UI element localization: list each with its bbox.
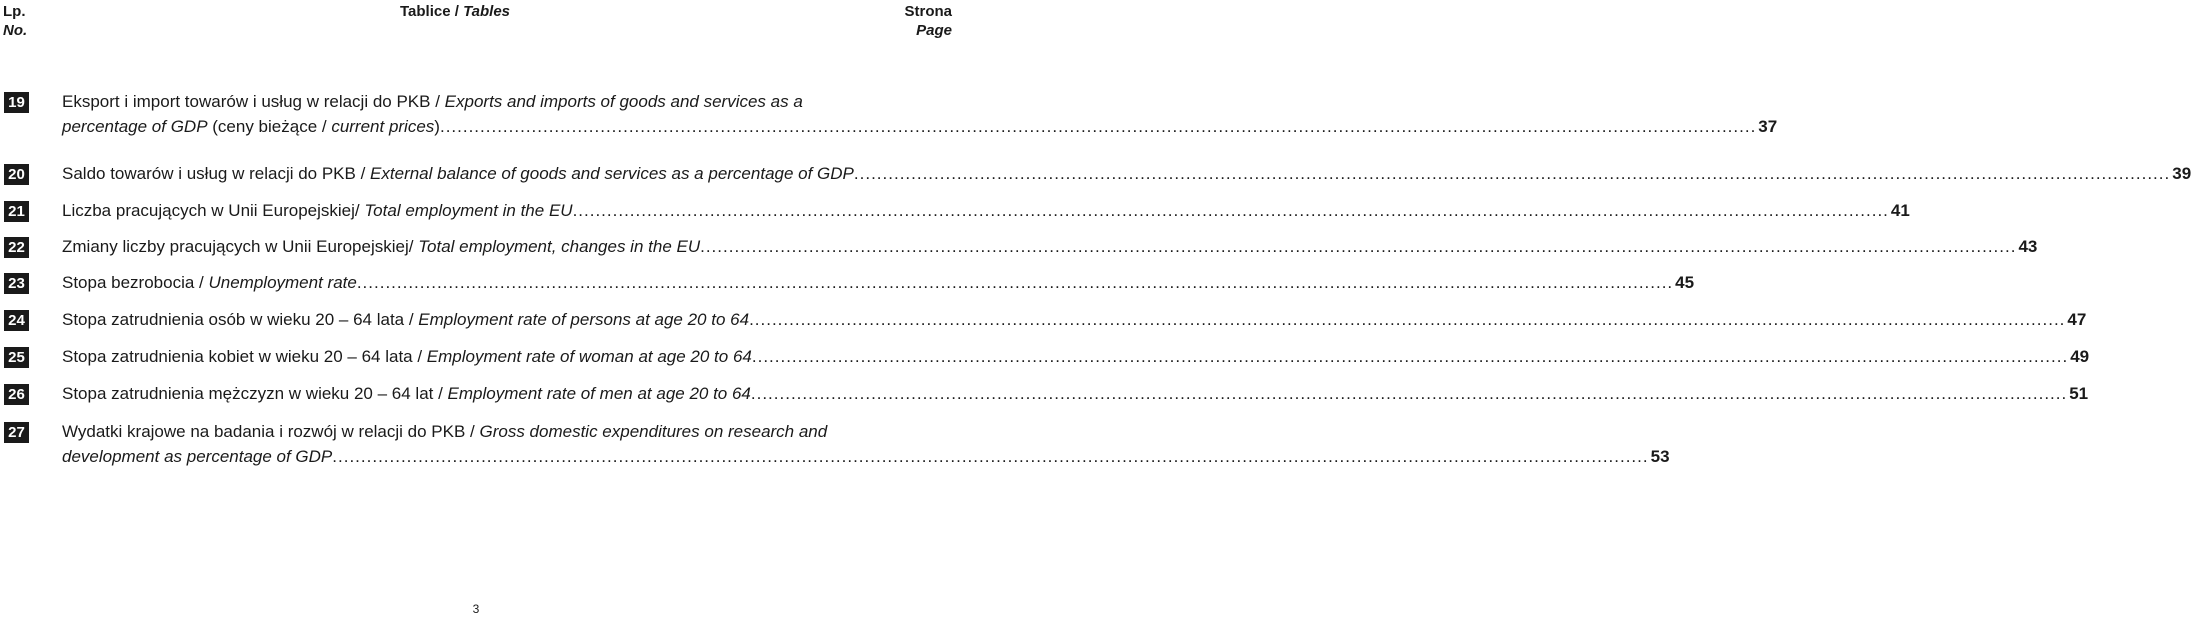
header-title-pl: Tablice [399, 3, 451, 20]
entry-title-pl: ) [434, 117, 440, 136]
entry-title-en: Employment rate of woman at age 20 to 64 [426, 347, 752, 366]
entry-page-number: 51 [2069, 384, 2089, 403]
entry-title-pl: Stopa bezrobocia / [62, 273, 209, 292]
entry-number-badge: 25 [4, 347, 29, 368]
dot-leader [752, 346, 2068, 368]
entry-number-badge: 21 [4, 201, 29, 222]
dot-leader [700, 236, 2016, 258]
entry-number-badge: 20 [4, 164, 29, 185]
entry-number-badge: 22 [4, 237, 29, 258]
entry-page-number: 39 [2172, 164, 2191, 183]
toc-header [0, 2, 960, 42]
entry-title-en: Exports and imports of goods and services as a [444, 92, 803, 111]
entry-title-line [62, 383, 2089, 405]
entry-page-number: 49 [2070, 347, 2090, 366]
entry-title-pl: (ceny bieżące / [207, 117, 332, 136]
entry-page-number: 45 [1675, 273, 1695, 292]
entry-number-badge: 24 [4, 310, 29, 331]
entry-title-pl: Saldo towarów i usług w relacji do PKB / [62, 164, 371, 183]
entry-title-line [62, 163, 2191, 185]
entry-number-badge: 19 [4, 92, 29, 113]
entry-page-number: 41 [1890, 201, 1910, 220]
entry-page-number: 43 [2018, 237, 2038, 256]
header-strona: Strona [904, 3, 952, 20]
entry-title-line [62, 200, 1910, 222]
entry-title-line1 [62, 421, 940, 443]
entry-title-line1 [62, 91, 940, 113]
dot-leader [357, 272, 1673, 294]
dot-leader [332, 446, 1648, 468]
entry-title-en: Total employment in the EU [364, 201, 573, 220]
entry-title-line [62, 309, 2087, 331]
entry-number-badge: 23 [4, 273, 29, 294]
entry-page-number: 53 [1650, 447, 1670, 466]
header-lp: Lp. [3, 3, 26, 20]
entry-page-number: 37 [1758, 117, 1778, 136]
entry-title-pl: Stopa zatrudnienia mężczyzn w wieku 20 – 64 lat / [62, 384, 448, 403]
entry-title-en: current prices [331, 117, 435, 136]
entry-number-badge: 27 [4, 422, 29, 443]
entry-title-en: External balance of goods and services as a percentage of GDP [370, 164, 854, 183]
entry-page-number: 47 [2067, 310, 2087, 329]
entry-title-line [62, 236, 2038, 258]
dot-leader [573, 200, 1889, 222]
entry-title-en: Unemployment rate [208, 273, 357, 292]
entry-title-en: development as percentage of GDP [62, 447, 333, 466]
entry-title-line [62, 346, 2090, 368]
dot-leader [751, 383, 2067, 405]
entry-number-badge: 26 [4, 384, 29, 405]
entry-title-pl: Liczba pracujących w Unii Europejskiej/ [62, 201, 365, 220]
entry-title-pl: Wydatki krajowe na badania i rozwój w relacji do PKB / [62, 422, 480, 441]
header-page: Page [916, 22, 952, 39]
dot-leader [749, 309, 2065, 331]
entry-title-en: Total employment, changes in the EU [418, 237, 701, 256]
dot-leader [440, 116, 1756, 138]
header-no: No. [3, 22, 28, 39]
entry-title-pl: Zmiany liczby pracujących w Unii Europejskiej/ [62, 237, 419, 256]
entry-title-pl: Stopa zatrudnienia osób w wieku 20 – 64 lata / [62, 310, 419, 329]
column-header-tables [0, 2, 910, 21]
entry-title-pl: Stopa zatrudnienia kobiet w wieku 20 – 64 lata / [62, 347, 427, 366]
entry-title-line2 [62, 116, 1778, 138]
entry-title-en: Gross domestic expenditures on research and [479, 422, 828, 441]
dot-leader [854, 163, 2170, 185]
header-title-sep: / [450, 3, 464, 20]
entry-title-en: percentage of GDP [62, 117, 208, 136]
entry-title-en: Employment rate of persons at age 20 to 64 [418, 310, 750, 329]
header-title-en: Tables [463, 3, 511, 20]
column-header-page [904, 2, 952, 40]
entry-title-line [62, 272, 1695, 294]
page-footer-number: 3 [472, 602, 480, 616]
entry-title-line2 [62, 446, 1670, 468]
entry-title-pl: Eksport i import towarów i usług w relacji do PKB / [62, 92, 445, 111]
entry-title-en: Employment rate of men at age 20 to 64 [447, 384, 751, 403]
